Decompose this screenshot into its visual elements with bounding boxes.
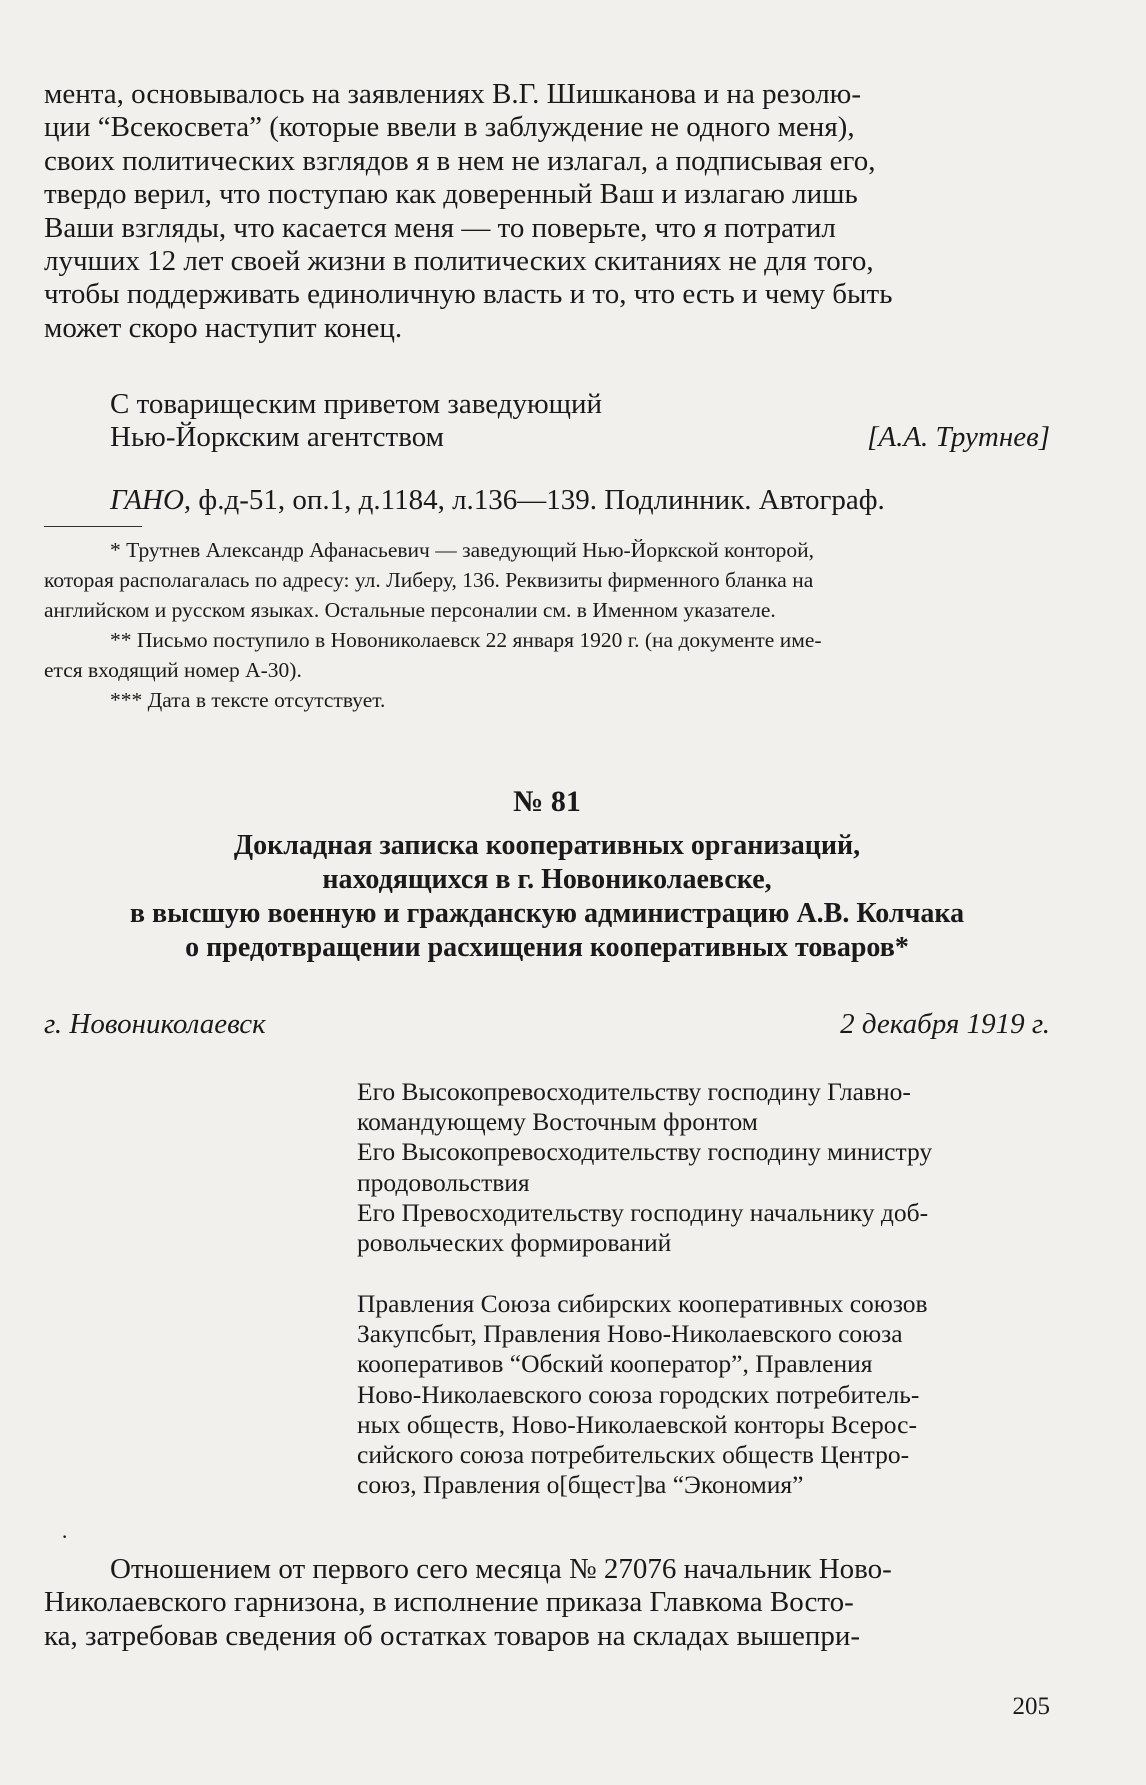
footnote-2-cont: ется входящий номер А-30). <box>44 658 302 682</box>
sender-line: сийского союза потребительских обществ Центро- <box>357 1440 910 1470</box>
footnote-1-cont: которая располагалась по адресу: ул. Либеру, 136. Реквизиты фирменного бланка на <box>44 568 814 592</box>
closing-signature <box>44 388 1050 454</box>
text-line: Отношением от первого сего месяца № 27076 начальник Ново- <box>110 1553 892 1585</box>
document-date: 2 декабря 1919 г. <box>840 1008 1050 1040</box>
addressee-line: Его Высокопревосходительству господину Главно- <box>357 1077 911 1106</box>
title-line: в высшую военную и гражданскую администрацию А.В. Колчака <box>129 898 965 929</box>
title-line: о предотвращении расхищения кооперативных товаров* <box>185 932 909 963</box>
signature: [А.А. Трутнев] <box>867 421 1050 453</box>
sender-line: Ново-Николаевского союза городских потребитель- <box>357 1379 920 1409</box>
archive-name: ГАНО <box>110 484 184 516</box>
footnote-2: ** Письмо поступило в Новониколаевск 22 января 1920 г. (на документе име- <box>110 628 822 652</box>
addressee-line: Его Превосходительству господину начальнику доб- <box>357 1197 929 1227</box>
text-line: твердо верил, что поступаю как доверенный Ваш и излагаю лишь <box>44 178 858 211</box>
page-number: 205 <box>1012 1693 1050 1720</box>
addressee-line: Его Высокопревосходительству господину министру <box>357 1137 933 1167</box>
addressee-line: ровольческих формирований <box>357 1228 672 1258</box>
archive-reference: , ф.д-51, оп.1, д.1184, л.136—139. Подлинник. Автограф. <box>183 484 885 516</box>
title-line: Докладная записка кооперативных организаций, <box>233 830 861 861</box>
addressee-line: командующему Восточным фронтом <box>357 1107 758 1137</box>
intro-paragraph <box>44 78 1050 345</box>
text-line: чтобы поддерживать единоличную власть и то, что есть и чему быть <box>44 278 893 311</box>
addressees <box>357 1077 1050 1258</box>
stray-mark: · <box>61 1524 69 1549</box>
document-number: № 81 <box>513 785 581 818</box>
text-line: Ваши взгляды, что касается меня — то поверьте, что я потратил <box>44 211 836 244</box>
footnote-1: * Трутнев Александр Афанасьевич — заведующий Нью-Йоркской конторой, <box>110 538 814 562</box>
footnote-3: *** Дата в тексте отсутствует. <box>110 688 386 712</box>
text-line: лучших 12 лет своей жизни в политических скитаниях не для того, <box>44 245 874 278</box>
sender-line: союз, Правления о[бщест]ва “Экономия” <box>357 1470 804 1500</box>
text-line: Николаевского гарнизона, в исполнение приказа Главкома Восто- <box>44 1586 854 1619</box>
sender-line: ных обществ, Ново-Николаевской конторы Всерос- <box>357 1409 917 1439</box>
text-line: ка, затребовав сведения об остатках товаров на складах вышепри- <box>44 1619 861 1652</box>
addressee-line: продовольствия <box>357 1167 530 1197</box>
footnote-rule <box>44 526 142 527</box>
senders <box>357 1289 1050 1500</box>
text-line: может скоро наступит конец. <box>44 311 403 344</box>
closing-position: Нью-Йоркским агентством <box>110 421 445 453</box>
title-line: находящихся в г. Новониколаевске, <box>322 864 772 895</box>
sender-line: кооперативов “Обский кооператор”, Правления <box>357 1349 873 1379</box>
sender-line: Закупсбыт, Правления Ново-Николаевского союза <box>357 1319 903 1349</box>
footnote-1-cont: английском и русском языках. Остальные персоналии см. в Именном указателе. <box>44 598 776 622</box>
sender-line: Правления Союза сибирских кооперативных союзов <box>357 1289 928 1318</box>
footnotes <box>44 535 1050 715</box>
document-title <box>44 829 1050 965</box>
body-paragraph <box>44 1553 1050 1653</box>
text-line: мента, основывалось на заявлениях В.Г. Шишканова и на резолю- <box>44 78 861 110</box>
place-date-line <box>44 1008 1050 1041</box>
closing-greeting: С товарищеским приветом заведующий <box>110 388 602 420</box>
text-line: ции “Всекосвета” (которые ввели в заблуждение не одного меня), <box>44 111 855 144</box>
text-line: своих политических взглядов я в нем не излагал, а подписывая его, <box>44 144 876 177</box>
document-place: г. Новониколаевск <box>44 1008 266 1040</box>
archive-source <box>44 484 1116 517</box>
